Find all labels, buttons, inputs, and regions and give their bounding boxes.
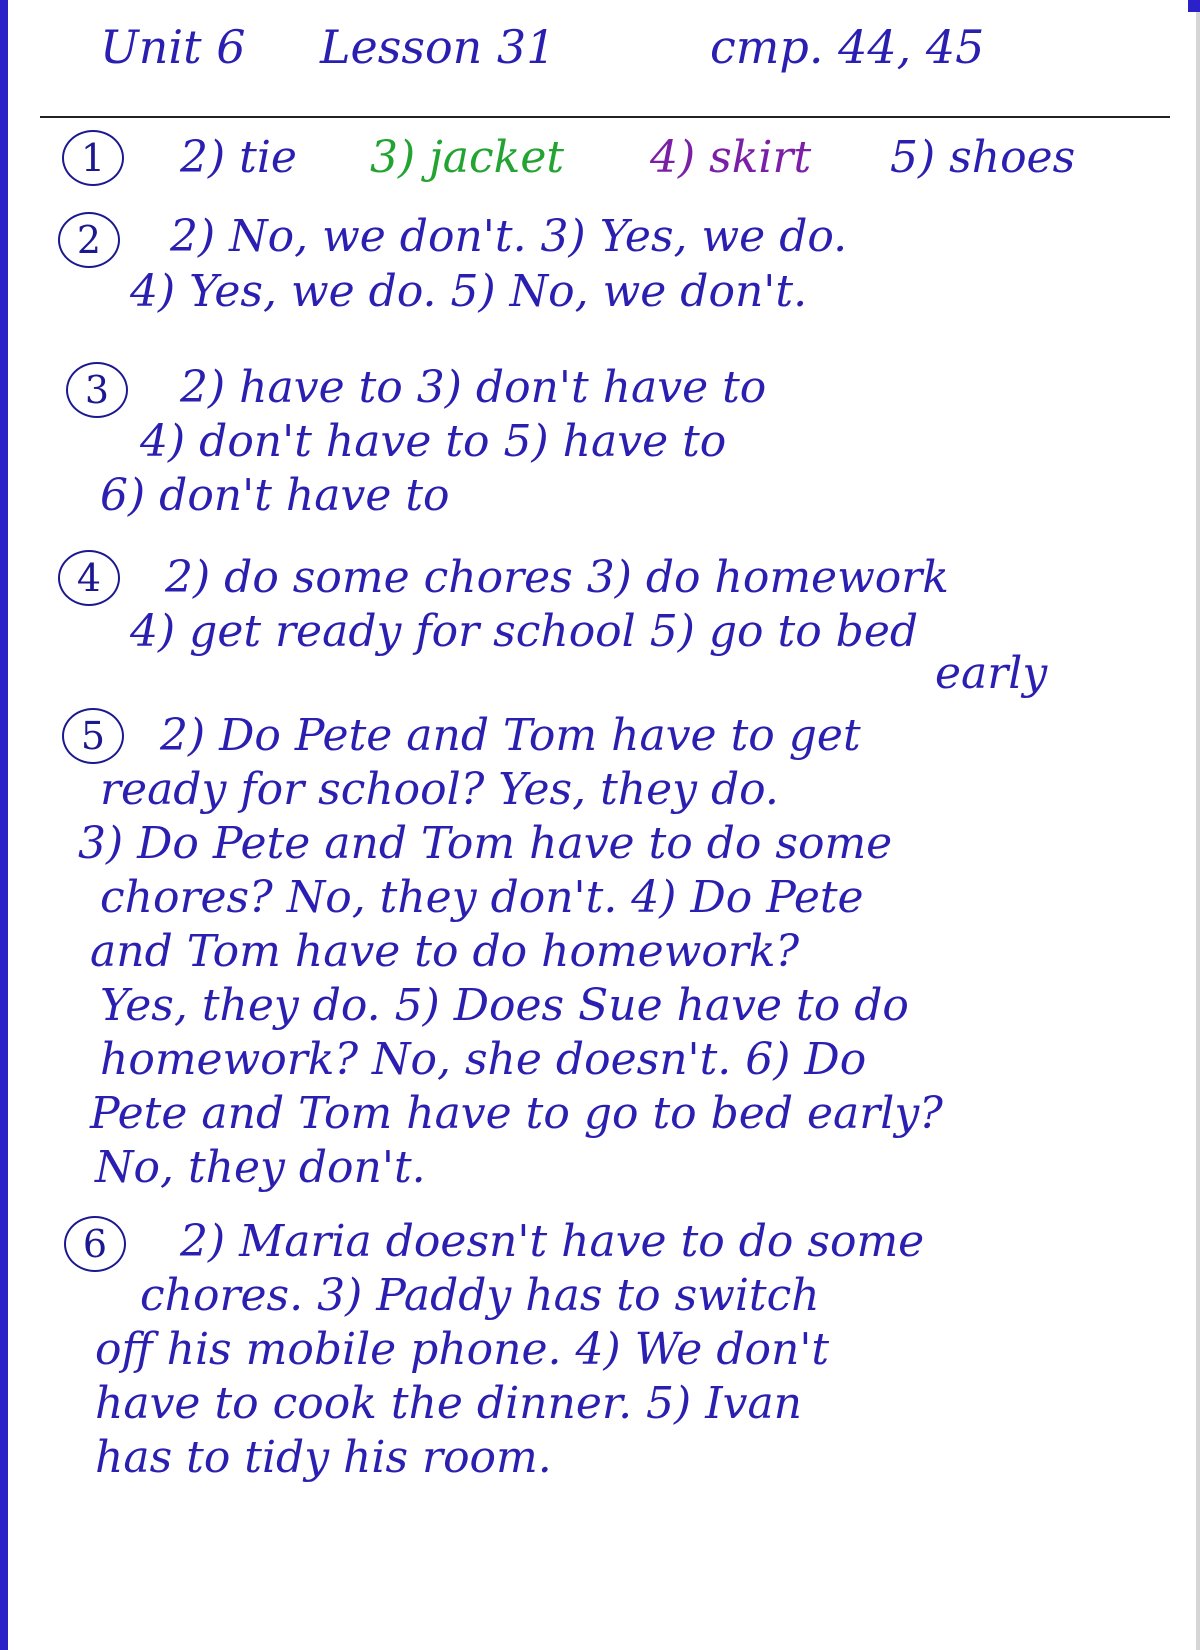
pages-label: стр. 44, 45 (710, 20, 985, 74)
exercise-6-line: have to cook the dinner. 5) Ivan (95, 1378, 803, 1429)
exercise-5-line: No, they don't. (95, 1142, 426, 1193)
exercise-number-4: 4 (58, 550, 120, 606)
exercise-5-line: and Tom have to do homework? (90, 926, 800, 977)
exercise-number-5: 5 (62, 708, 124, 764)
exercise-1-item: 2) tie (180, 132, 297, 183)
exercise-number-2: 2 (58, 212, 120, 268)
lesson-label: Lesson 31 (320, 20, 556, 74)
exercise-4-line: early (935, 648, 1048, 699)
exercise-5-line: homework? No, she doesn't. 6) Do (100, 1034, 867, 1085)
exercise-1-item: 3) jacket (370, 132, 565, 183)
exercise-number-3: 3 (66, 362, 128, 418)
exercise-4-line: 2) do some chores 3) do homework (165, 552, 949, 603)
exercise-5-line: 2) Do Pete and Tom have to get (160, 710, 861, 761)
exercise-5-line: Yes, they do. 5) Does Sue have to do (100, 980, 909, 1031)
exercise-1-item: 4) skirt (650, 132, 812, 183)
exercise-6-line: off his mobile phone. 4) We don't (95, 1324, 830, 1375)
exercise-6-line: has to tidy his room. (95, 1432, 552, 1483)
unit-label: Unit 6 (100, 20, 246, 74)
exercise-6-line: chores. 3) Paddy has to switch (140, 1270, 820, 1321)
exercise-2-line: 2) No, we don't. 3) Yes, we do. (170, 211, 848, 262)
exercise-4-line: 4) get ready for school 5) go to bed (130, 606, 919, 657)
exercise-5-line: chores? No, they don't. 4) Do Pete (100, 872, 864, 923)
exercise-3-line: 2) have to 3) don't have to (180, 362, 767, 413)
exercise-5-line: Pete and Tom have to go to bed early? (90, 1088, 943, 1139)
exercise-6-line: 2) Maria doesn't have to do some (180, 1216, 925, 1267)
exercise-3-line: 6) don't have to (100, 470, 450, 521)
exercise-2-line: 4) Yes, we do. 5) No, we don't. (130, 266, 808, 317)
exercise-1-item: 5) shoes (890, 132, 1076, 183)
exercise-5-line: ready for school? Yes, they do. (100, 764, 779, 815)
exercise-number-1: 1 (62, 130, 124, 186)
exercise-number-6: 6 (64, 1216, 126, 1272)
exercise-5-line: 3) Do Pete and Tom have to do some (78, 818, 893, 869)
exercise-3-line: 4) don't have to 5) have to (140, 416, 727, 467)
